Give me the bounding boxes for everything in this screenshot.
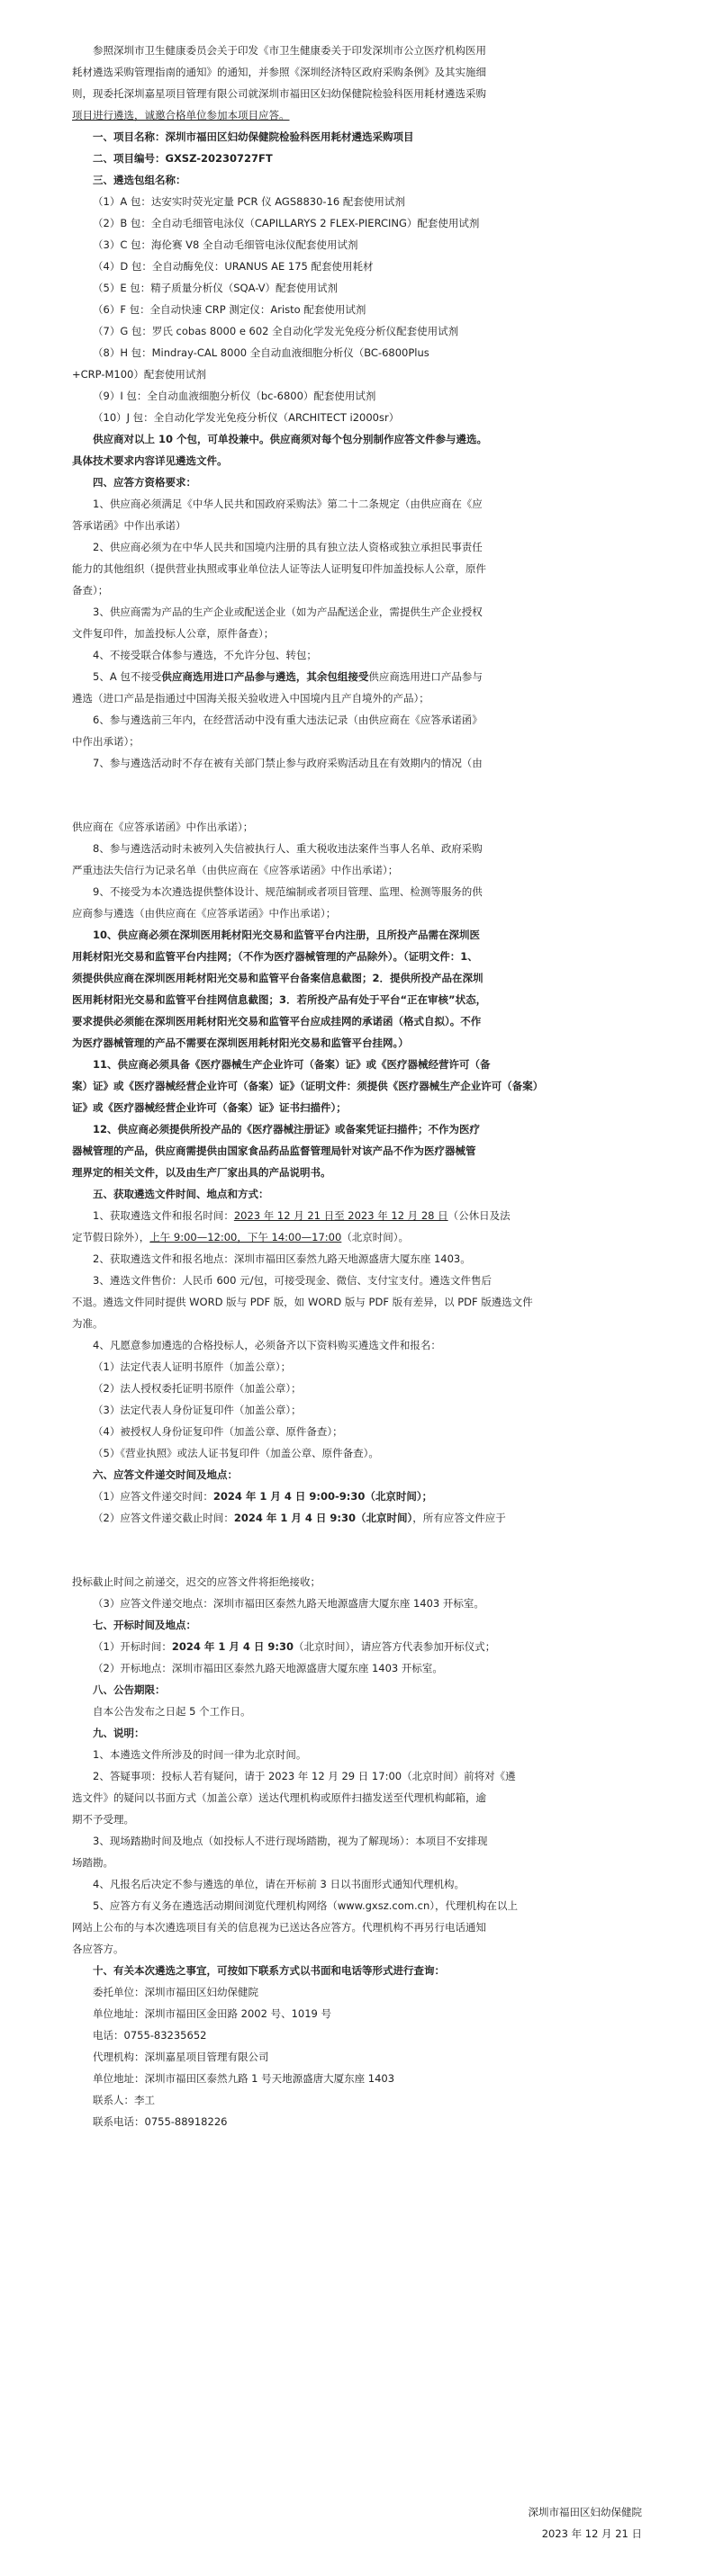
signature-date: 2023 年 12 月 21 日 (541, 2527, 642, 2540)
section-heading: 供应商对以上 10 个包，可单投兼中。供应商须对每个包分别制作应答文件参与遴选。 (93, 433, 488, 445)
doc-line: 1、获取遴选文件和报名时间：2023 年 12 月 21 日至 2023 年 12 月 28 日（公休日及法 (93, 1209, 511, 1222)
doc-line: （5）《营业执照》或法人证书复印件（加盖公章、原件备查）。 (93, 1447, 379, 1459)
doc-line: 8、参与遴选活动时未被列入失信被执行人、重大税收违法案件当事人名单、政府采购 (93, 842, 483, 855)
doc-line: （3）法定代表人身份证复印件（加盖公章）； (93, 1404, 302, 1416)
doc-line: 器械管理的产品，供应商需提供由国家食品药品监督管理局针对该产品不作为医疗器械管 (72, 1144, 476, 1157)
doc-line: （10）J 包：全自动化学发光免疫分析仪（ARCHITECT i2000sr） (93, 411, 400, 424)
announcement-body (72, 40, 642, 2132)
doc-line: 网站上公布的与本次遴选项目有关的信息视为已送达各应答方。代理机构不再另行电话通知 (72, 1921, 486, 1934)
doc-line: （4）被授权人身份证复印件（加盖公章、原件备查）； (93, 1425, 343, 1438)
doc-line: 为准。 (72, 1317, 104, 1330)
doc-line: 用耗材阳光交易和监管平台内挂网；（不作为医疗器械管理的产品除外）。（证明文件：1、 (72, 950, 478, 963)
doc-line: 1、供应商必须满足《中华人民共和国政府采购法》第二十二条规定（由供应商在《应 (93, 498, 483, 510)
doc-line: 3、供应商需为产品的生产企业或配送企业（如为产品配送企业，需提供生产企业授权 (93, 606, 483, 618)
doc-line: （7）G 包：罗氏 cobas 8000 e 602 全自动化学发光免疫分析仪配套使用试剂 (93, 325, 459, 337)
doc-line: 3、现场踏勘时间及地点（如投标人不进行现场踏勘，视为了解现场）：本项目不安排现 (93, 1835, 488, 1847)
doc-line: 2、获取遴选文件和报名地点：深圳市福田区泰然九路天地源盛唐大厦东座 1403。 (93, 1252, 471, 1265)
doc-line: 5、应答方有义务在遴选活动期间浏览代理机构网络（www.gxsz.com.cn），代理机构在以上 (93, 1899, 518, 1912)
doc-line: 供应商在《应答承诺函》中作出承诺）； (72, 821, 254, 833)
doc-line: （1）应答文件递交时间：2024 年 1 月 4 日 9:00-9:30（北京时间）； (93, 1490, 433, 1503)
section-heading: 11、供应商必须具备《医疗器械生产企业许可（备案）证》或《医疗器械经营许可（备 (93, 1058, 491, 1071)
intro-line (72, 104, 642, 126)
doc-line: 中作出承诺）； (72, 735, 140, 748)
section-heading: 八、公告期限： (93, 1683, 166, 1696)
doc-line: （3）应答文件递交地点：深圳市福田区泰然九路天地源盛唐大厦东座 1403 开标室。 (93, 1597, 484, 1610)
doc-line: （2）B 包：全自动毛细管电泳仪（CAPILLARYS 2 FLEX-PIERCING）配套使用试剂 (93, 217, 480, 229)
doc-line: 2、供应商必须为在中华人民共和国境内注册的具有独立法人资格或独立承担民事责任 (93, 541, 483, 553)
doc-line: 答承诺函》中作出承诺） (72, 519, 186, 532)
section-heading: 十、有关本次遴选之事宜，可按如下联系方式以书面和电话等形式进行查询： (93, 1964, 445, 1977)
section-heading: 七、开标时间及地点： (93, 1619, 196, 1631)
doc-line: 联系人：李工 (93, 2094, 155, 2106)
doc-line: 电话：0755-83235652 (93, 2029, 207, 2042)
doc-line: 不退。遴选文件同时提供 WORD 版与 PDF 版，如 WORD 版与 PDF 版有差异，以 PDF 版遴选文件 (72, 1296, 533, 1308)
bold-run: 2024 年 1 月 4 日 9:00-9:30（北京时间）； (212, 1490, 433, 1503)
doc-line: 4、不接受联合体参与遴选，不允许分包、转包； (93, 649, 317, 661)
doc-line: 3、遴选文件售价：人民币 600 元/包，可接受现金、微信、支付宝支付。遴选文件售后 (93, 1274, 492, 1287)
doc-line: 单位地址：深圳市福田区泰然九路 1 号天地源盛唐大厦东座 1403 (93, 2072, 395, 2085)
section-heading: 三、遴选包组名称： (93, 174, 186, 186)
doc-line: （1）A 包：达安实时荧光定量 PCR 仪 AGS8830-16 配套使用试剂 (93, 195, 405, 208)
section-heading: 九、说明： (93, 1727, 145, 1739)
doc-line: 2、答疑事项：投标人若有疑问，请于 2023 年 12 月 29 日 17:00（北京时间）前将对《遴 (93, 1770, 516, 1782)
doc-line: 为医疗器械管理的产品不需要在深圳医用耗材阳光交易和监管平台挂网。） (72, 1037, 409, 1049)
doc-line: 理界定的相关文件，以及由生产厂家出具的产品说明书。 (72, 1166, 331, 1179)
doc-line: （1）法定代表人证明书原件（加盖公章）； (93, 1360, 292, 1373)
doc-line: 备查）； (72, 584, 109, 597)
doc-line: 应商参与遴选（由供应商在《应答承诺函》中作出承诺）； (72, 907, 337, 920)
section-heading: 四、应答方资格要求： (93, 476, 196, 489)
doc-line: 6、参与遴选前三年内，在经营活动中没有重大违法记录（由供应商在《应答承诺函》 (93, 714, 483, 726)
blank-line (72, 1539, 642, 1561)
doc-line: 场踏勘。 (72, 1856, 113, 1869)
doc-line: 委托单位：深圳市福田区妇幼保健院 (93, 1986, 258, 1998)
doc-line: 期不予受理。 (72, 1813, 134, 1826)
doc-line: 1、本遴选文件所涉及的时间一律为北京时间。 (93, 1748, 307, 1761)
doc-line: 投标截止时间之前递交，迟交的应答文件将拒绝接收； (72, 1575, 321, 1588)
intro-line-underlined: 项目进行遴选，诚邀合格单位参加本项目应答。 (72, 109, 290, 121)
doc-line: 定节假日除外），上午 9:00—12:00，下午 14:00—17:00（北京时间）。 (72, 1231, 410, 1243)
doc-line: 案）证》或《医疗器械经营企业许可（备案）证》（证明文件：须提供《医疗器械生产企业许可（备案） (72, 1080, 544, 1092)
doc-line: 具体技术要求内容详见遴选文件。 (72, 454, 228, 467)
section-heading: 二、项目编号：GXSZ-20230727FT (93, 152, 273, 165)
doc-line: 代理机构：深圳嘉星项目管理有限公司 (93, 2051, 269, 2063)
doc-line: 医用耗材阳光交易和监管平台挂网信息截图；3．若所投产品有处于平台“正在审核”状态， (72, 993, 487, 1006)
doc-line: 4、凡报名后决定不参与遴选的单位，请在开标前 3 日以书面形式通知代理机构。 (93, 1878, 465, 1890)
doc-line: 证》或《医疗器械经营企业许可（备案）证》证书扫描件）； (72, 1101, 347, 1114)
doc-line: （1）开标时间：2024 年 1 月 4 日 9:30（北京时间），请应答方代表参加开标仪式； (93, 1640, 496, 1653)
section-heading: 六、应答文件递交时间及地点： (93, 1468, 238, 1481)
doc-line: 单位地址：深圳市福田区金田路 2002 号、1019 号 (93, 2007, 331, 2020)
doc-line: 文件复印件，加盖投标人公章，原件备查）； (72, 627, 275, 640)
section-heading: 10、供应商必须在深圳医用耗材阳光交易和监管平台内注册，且所投产品需在深圳医 (93, 929, 480, 941)
doc-line: 9、不接受为本次遴选提供整体设计、规范编制或者项目管理、监理、检测等服务的供 (93, 885, 483, 898)
intro-line: 则，现委托深圳嘉星项目管理有限公司就深圳市福田区妇幼保健院检验科医用耗材遴选采购 (72, 87, 486, 100)
doc-line: （2）应答文件递交截止时间：2024 年 1 月 4 日 9:30（北京时间），所有应答文件应于 (93, 1512, 506, 1524)
doc-line: 要求提供必须能在深圳医用耗材阳光交易和监管平台应成挂网的承诺函（格式自拟）。不作 (72, 1015, 482, 1028)
doc-line: 4、凡愿意参加遴选的合格投标人，必须备齐以下资料购买遴选文件和报名： (93, 1339, 441, 1351)
section-heading: 一、项目名称：深圳市福田区妇幼保健院检验科医用耗材遴选采购项目 (93, 130, 414, 143)
doc-line: 联系电话：0755-88918226 (93, 2115, 228, 2128)
signature-org: 深圳市福田区妇幼保健院 (528, 2506, 642, 2518)
doc-line: 须提供供应商在深圳医用耗材阳光交易和监管平台备案信息截图；2．提供所投产品在深圳 (72, 972, 484, 984)
doc-line: 各应答方。 (72, 1943, 124, 1955)
doc-line: （6）F 包：全自动快速 CRP 测定仪：Aristo 配套使用试剂 (93, 303, 366, 316)
underlined-run: 2023 年 12 月 21 日至 2023 年 12 月 28 日 (233, 1209, 448, 1222)
sections-container (72, 126, 642, 2132)
bold-run: 2024 年 1 月 4 日 9:30 (171, 1640, 294, 1653)
doc-line: （2）开标地点：深圳市福田区泰然九路天地源盛唐大厦东座 1403 开标室。 (93, 1662, 443, 1674)
doc-line: （8）H 包：Mindray-CAL 8000 全自动血液细胞分析仪（BC-6800Plus (93, 346, 429, 359)
doc-line: +CRP-M100）配套使用试剂 (72, 368, 206, 381)
doc-line: 能力的其他组织（提供营业执照或事业单位法人证等法人证明复印件加盖投标人公章，原件 (72, 562, 486, 575)
bold-run: 2024 年 1 月 4 日 9:30（北京时间） (233, 1512, 413, 1524)
intro-line: 耗材遴选采购管理指南的通知》的通知，并参照《深圳经济特区政府采购条例》及其实施细 (72, 66, 486, 78)
doc-line: 选文件》的疑问以书面方式（加盖公章）送达代理机构或原件扫描发送至代理机构邮箱，逾 (72, 1791, 486, 1804)
doc-line: 自本公告发布之日起 5 个工作日。 (93, 1705, 251, 1718)
doc-line: （2）法人授权委托证明书原件（加盖公章）； (93, 1382, 302, 1395)
doc-line: 7、参与遴选活动时不存在被有关部门禁止参与政府采购活动且在有效期内的情况（由 (93, 757, 483, 769)
bold-run: 供应商选用进口产品参与遴选，其余包组接受 (161, 670, 369, 683)
doc-line: （9）I 包：全自动血液细胞分析仪（bc-6800）配套使用试剂 (93, 390, 376, 402)
doc-line: （5）E 包：精子质量分析仪（SQA-V）配套使用试剂 (93, 282, 339, 294)
doc-line: 5、A 包不接受供应商选用进口产品参与遴选，其余包组接受供应商选用进口产品参与 (93, 670, 483, 683)
doc-line: 严重违法失信行为记录名单（由供应商在《应答承诺函》中作出承诺）； (72, 864, 399, 876)
section-heading: 五、获取遴选文件时间、地点和方式： (93, 1188, 269, 1200)
doc-line: （4）D 包：全自动酶免仪：URANUS AE 175 配套使用耗材 (93, 260, 374, 273)
blank-line (72, 785, 642, 806)
underlined-run: 上午 9:00—12:00，下午 14:00—17:00 (149, 1231, 342, 1243)
section-heading: 12、供应商必须提供所投产品的《医疗器械注册证》或备案凭证扫描件；不作为医疗 (93, 1123, 480, 1135)
intro-paragraph (72, 40, 642, 126)
intro-line: 参照深圳市卫生健康委员会关于印发《市卫生健康委关于印发深圳市公立医疗机构医用 (93, 44, 486, 57)
doc-line: （3）C 包：海伦赛 V8 全自动毛细管电泳仪配套使用试剂 (93, 238, 358, 251)
doc-line: 遴选（进口产品是指通过中国海关报关验收进入中国境内且产自境外的产品）； (72, 692, 429, 705)
